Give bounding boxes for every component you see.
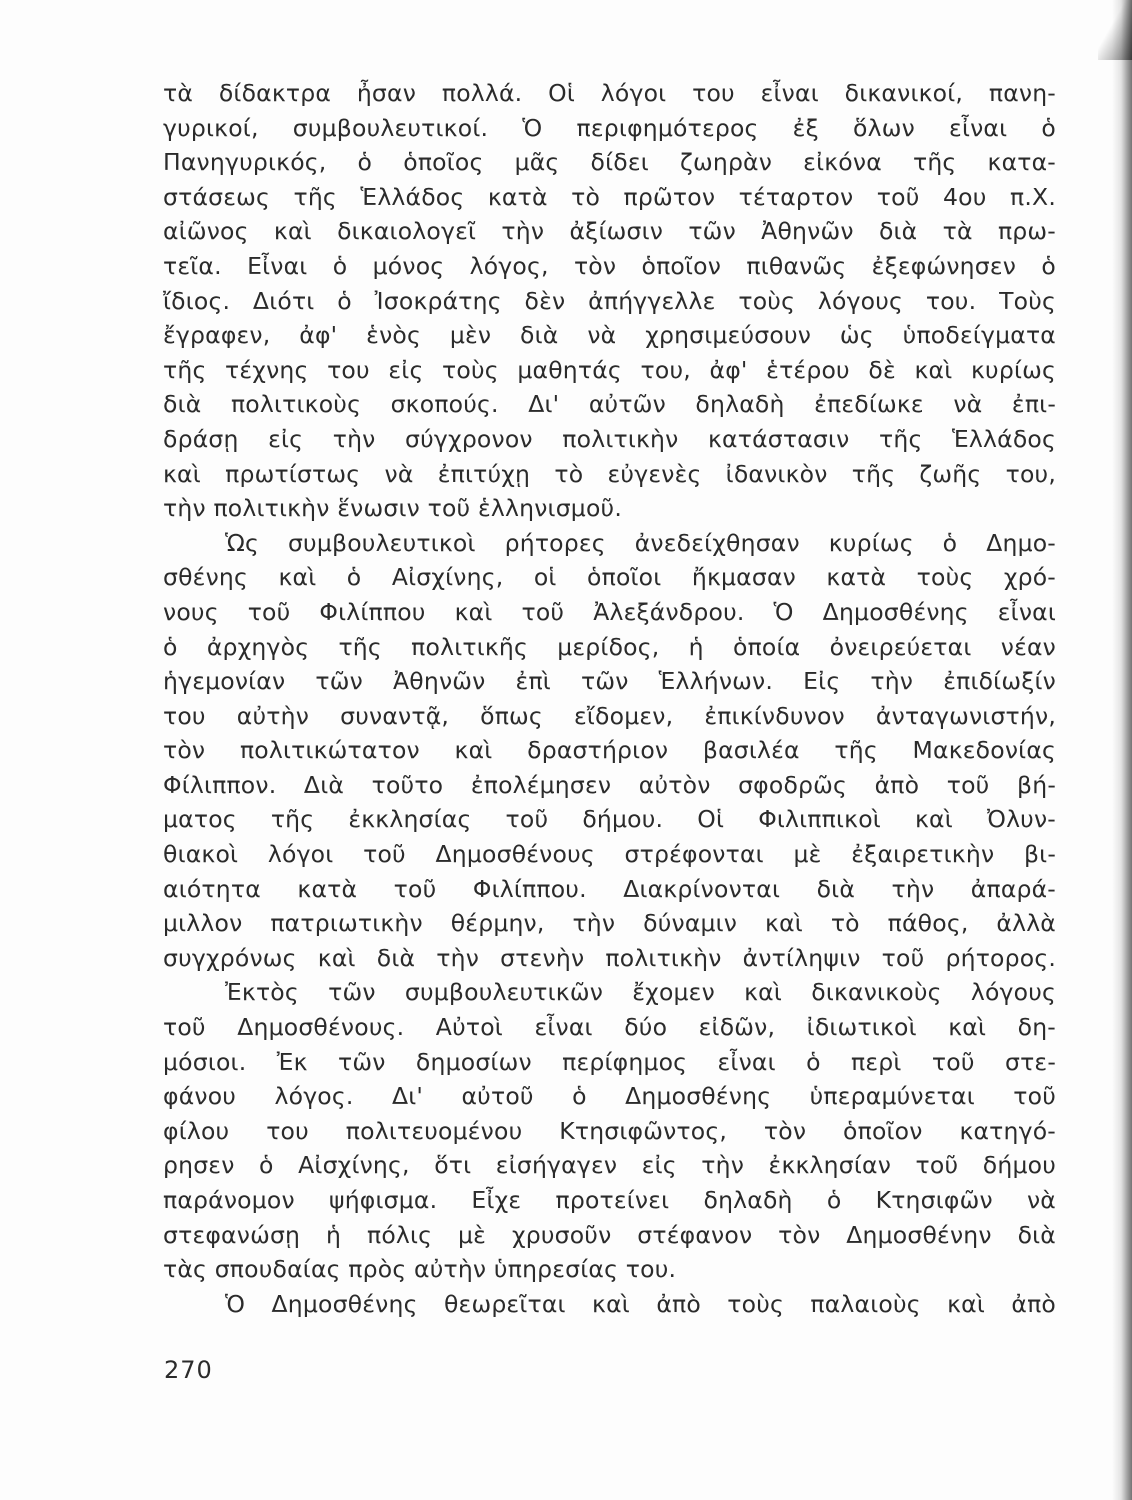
text-line: μόσιοι. Ἐκ τῶν δημοσίων περίφημος εἶναι ὁ περὶ τοῦ στε- [163,1047,1056,1076]
text-line: Φίλιππον. Διὰ τοῦτο ἐπολέμησεν αὐτὸν σφοδρῶς ἀπὸ τοῦ βή- [163,770,1056,799]
text-line: τῆς τέχνης του εἰς τοὺς μαθητάς του, ἀφ' ἑτέρου δὲ καὶ κυρίως [163,355,1056,384]
book-spine-shadow [1112,0,1132,1500]
text-line: θιακοὶ λόγοι τοῦ Δημοσθένους στρέφονται μὲ ἐξαιρετικὴν βι- [163,840,1056,869]
text-line: Ὡς συμβουλευτικοὶ ρήτορες ἀνεδείχθησαν κυρίως ὁ Δημο- [225,528,1056,557]
text-line: αἰῶνος καὶ δικαιολογεῖ τὴν ἀξίωσιν τῶν Ἀθηνῶν διὰ τὰ πρω- [163,217,1056,246]
text-line: σθένης καὶ ὁ Αἰσχίνης, οἱ ὁποῖοι ἤκμασαν κατὰ τοὺς χρό- [163,563,1056,592]
text-line: τεῖα. Εἶναι ὁ μόνος λόγος, τὸν ὁποῖον πιθανῶς ἐξεφώνησεν ὁ [163,251,1056,280]
body-text [163,76,1056,1321]
text-line: τὴν πολιτικὴν ἕνωσιν τοῦ ἑλληνισμοῦ. [163,494,622,523]
text-line: γυρικοί, συμβουλευτικοί. Ὁ περιφημότερος ἐξ ὅλων εἶναι ὁ [163,113,1056,142]
text-line: ἡγεμονίαν τῶν Ἀθηνῶν ἐπὶ τῶν Ἑλλήνων. Εἰς τὴν ἐπιδίωξίν [163,667,1056,696]
text-line: αιότητα κατὰ τοῦ Φιλίππου. Διακρίνονται διὰ τὴν ἀπαρά- [163,874,1056,903]
text-line: φίλου του πολιτευομένου Κτησιφῶντος, τὸν ὁποῖον κατηγό- [163,1116,1056,1145]
text-line: ρησεν ὁ Αἰσχίνης, ὅτι εἰσήγαγεν εἰς τὴν ἐκκλησίαν τοῦ δήμου [163,1151,1056,1180]
book-corner-shadow [1098,0,1132,60]
text-line: τὰ δίδακτρα ἦσαν πολλά. Οἱ λόγοι του εἶναι δικανικοί, πανη- [163,79,1056,107]
text-line: συγχρόνως καὶ διὰ τὴν στενὴν πολιτικὴν ἀντίληψιν τοῦ ρήτορος. [163,943,1056,972]
text-line: μιλλον πατριωτικὴν θέρμην, τὴν δύναμιν καὶ τὸ πάθος, ἀλλὰ [163,909,1056,938]
text-line: τὸν πολιτικώτατον καὶ δραστήριον βασιλέα τῆς Μακεδονίας [163,736,1056,765]
text-line: στεφανώσῃ ἡ πόλις μὲ χρυσοῦν στέφανον τὸν Δημοσθένην διὰ [163,1220,1056,1249]
text-line: τοῦ Δημοσθένους. Αὐτοὶ εἶναι δύο εἰδῶν, ἰδιωτικοὶ καὶ δη- [163,1013,1056,1042]
text-line: του αὐτὴν συναντᾷ, ὅπως εἴδομεν, ἐπικίνδυνον ἀνταγωνιστήν, [163,701,1056,730]
page-number: 270 [164,1356,213,1384]
text-line: νους τοῦ Φιλίππου καὶ τοῦ Ἀλεξάνδρου. Ὁ Δημοσθένης εἶναι [163,597,1056,626]
text-line: ἴδιος. Διότι ὁ Ἰσοκράτης δὲν ἀπήγγελλε τοὺς λόγους του. Τοὺς [163,286,1056,315]
text-line: ὁ ἀρχηγὸς τῆς πολιτικῆς μερίδος, ἡ ὁποία ὀνειρεύεται νέαν [163,632,1056,661]
text-line: τὰς σπουδαίας πρὸς αὐτὴν ὑπηρεσίας του. [163,1255,677,1284]
text-line: δράσῃ εἰς τὴν σύγχρονον πολιτικὴν κατάστασιν τῆς Ἑλλάδος [163,424,1056,453]
text-line: καὶ πρωτίστως νὰ ἐπιτύχῃ τὸ εὐγενὲς ἰδανικὸν τῆς ζωῆς του, [163,459,1056,488]
text-line: Πανηγυρικός, ὁ ὁποῖος μᾶς δίδει ζωηρὰν εἰκόνα τῆς κατα- [163,148,1056,177]
text-line: στάσεως τῆς Ἑλλάδος κατὰ τὸ πρῶτον τέταρτον τοῦ 4ου π.Χ. [163,182,1056,211]
text-line: ἔγραφεν, ἀφ' ἑνὸς μὲν διὰ νὰ χρησιμεύσουν ὡς ὑποδείγματα [163,321,1056,350]
text-line: Ὁ Δημοσθένης θεωρεῖται καὶ ἀπὸ τοὺς παλαιοὺς καὶ ἀπὸ [225,1289,1056,1318]
text-line: παράνομον ψήφισμα. Εἶχε προτείνει δηλαδὴ ὁ Κτησιφῶν νὰ [163,1186,1056,1214]
text-line: Ἐκτὸς τῶν συμβουλευτικῶν ἔχομεν καὶ δικανικοὺς λόγους [225,978,1056,1007]
text-line: ματος τῆς ἐκκλησίας τοῦ δήμου. Οἱ Φιλιππικοὶ καὶ Ὀλυν- [163,805,1056,834]
text-line: διὰ πολιτικοὺς σκοπούς. Δι' αὐτῶν δηλαδὴ ἐπεδίωκε νὰ ἐπι- [163,390,1056,419]
text-line: φάνου λόγος. Δι' αὐτοῦ ὁ Δημοσθένης ὑπεραμύνεται τοῦ [163,1082,1056,1111]
